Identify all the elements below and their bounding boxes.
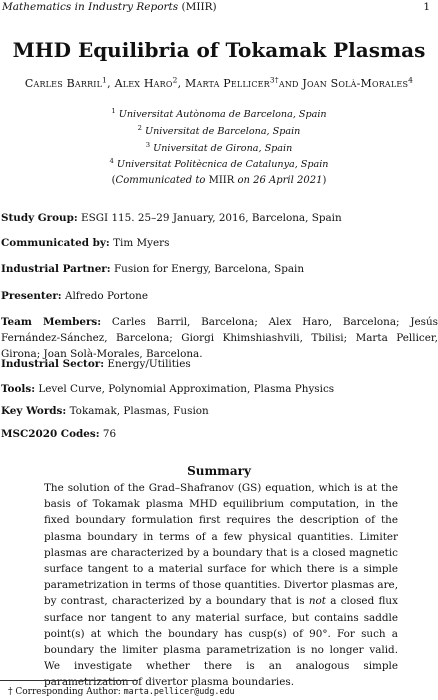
meta-key-words: Key Words: Tokamak, Plasmas, Fusion [1, 405, 209, 417]
meta-communicated-by: Communicated by: Tim Myers [1, 237, 170, 249]
affiliation: $^1$ Universitat Autònoma de Barcelona, Spain [111, 107, 327, 121]
summary-text: The solution of the Grad–Shafranov (GS) equation, which is at the basis of Tokamak plasma MHD equilibrium computation, in the fixed boundary formulation first requires the description of the plasma boundary in terms of a few physical quantities. Limiter plasmas are characterized by a boundary that is a closed magnetic surface tangent to a material surface for which there is a simple parametrization in terms of those quantities. Divertor plasmas are, by contrast, characterized by a boundary that is not a closed flux surface nor tangent to any material surface, but contains saddle point(s) at which the boundary has cusp(s) of 90°. For such a boundary the limiter plasma parametrization is no longer valid. We investigate whether there is an analogous simple parametrization of divertor plasma boundaries. [44, 482, 398, 689]
footnote-rule [0, 680, 138, 681]
affiliation: $^4$ Universitat Politècnica de Catalunya, Spain [109, 157, 329, 171]
meta-industrial-sector: Industrial Sector: Energy/Utilities [1, 358, 191, 370]
page-number: 1 [423, 1, 430, 13]
paper-title: MHD Equilibria of Tokamak Plasmas [12, 38, 426, 62]
author: Carles Barril$^1$, [24, 75, 115, 90]
author-list [0, 75, 438, 90]
summary-heading: Summary [187, 464, 251, 478]
author: Alex Haro$^2$, [114, 75, 185, 90]
meta-study-group: Study Group: ESGI 115. 25–29 January, 2016, Barcelona, Spain [1, 212, 342, 224]
footnote: † Corresponding Author: marta.pellicer@udg.edu [8, 686, 235, 697]
running-head [2, 1, 430, 13]
meta-team-members: Team Members: Carles Barril, Barcelona; Alex Haro, Barcelona; Jesús Fernández-Sánchez, Barcelona; Giorgi Khimshiashvili, Tbilisi; Marta Pellicer, Girona; Joan Solà-Morales, Barcelona. [1, 316, 438, 360]
communication-note: (Communicated to MIIR on 26 April 2021) [111, 175, 327, 186]
author: Joan Solà-Morales$^4$ [302, 75, 414, 90]
author-email: marta.pellicer@udg.edu [123, 686, 235, 696]
author: Marta Pellicer$^{3\dagger}$and [185, 75, 303, 90]
meta-presenter: Presenter: Alfredo Portone [1, 290, 149, 302]
meta-industrial-partner: Industrial Partner: Fusion for Energy, Barcelona, Spain [1, 263, 305, 275]
meta-tools: Tools: Level Curve, Polynomial Approximation, Plasma Physics [1, 383, 335, 395]
affiliations [0, 105, 438, 172]
affiliation: $^3$ Universitat de Girona, Spain [145, 140, 293, 154]
journal-name: Mathematics in Industry Reports (MIIR) [2, 1, 217, 13]
affiliation: $^2$ Universitat de Barcelona, Spain [137, 123, 301, 137]
meta-msc-codes: MSC2020 Codes: 76 [1, 428, 117, 440]
